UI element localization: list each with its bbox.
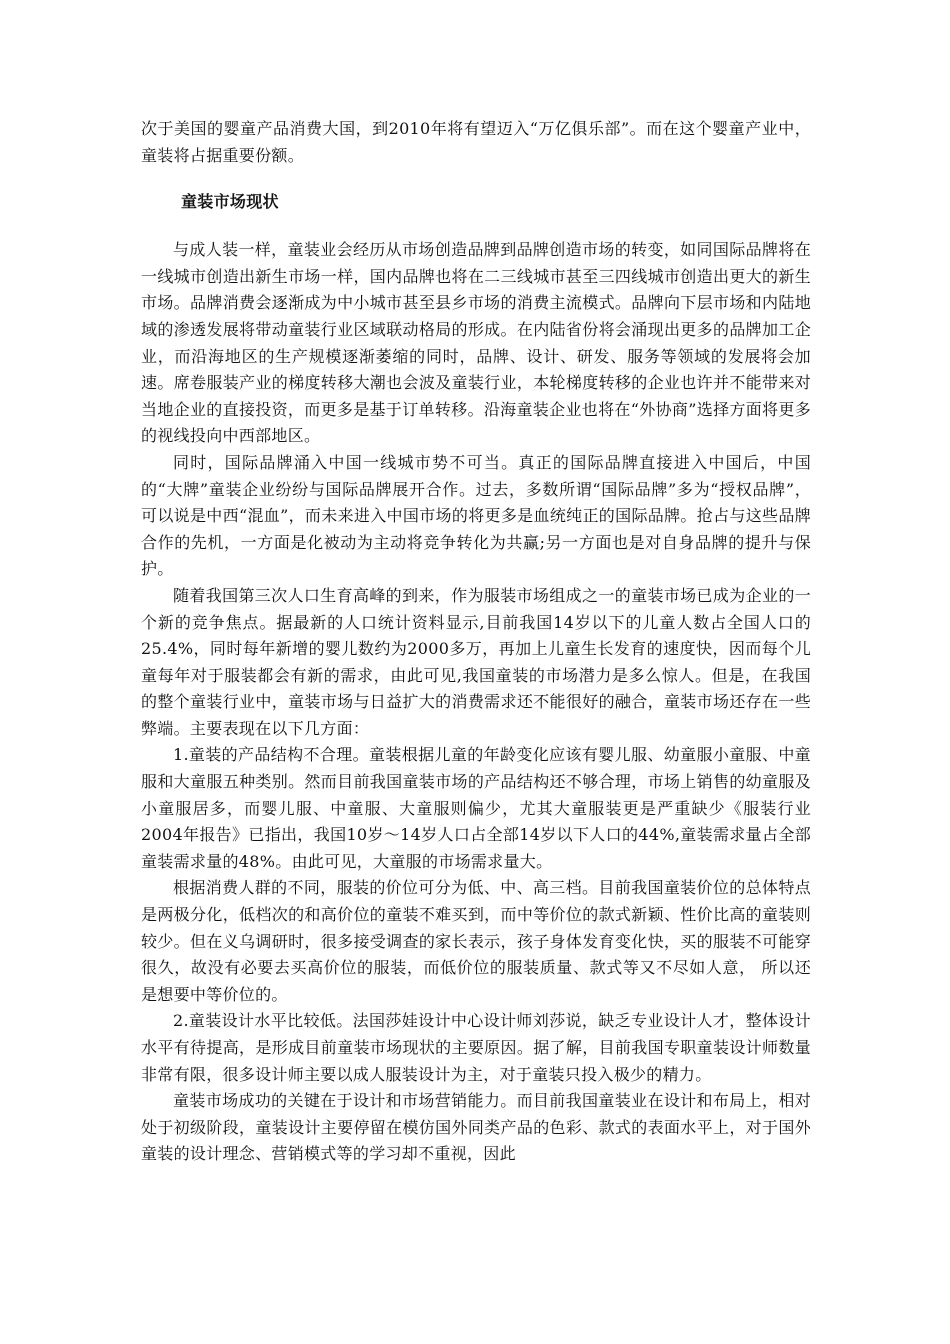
body-paragraph: 根据消费人群的不同，服装的价位可分为低、中、高三档。目前我国童装价位的总体特点是两极分化，低档次的和高价位的童装不难买到，而中等价位的款式新颖、性价比高的童装则较少。但在义乌调研时，很多接受调查的家长表示，孩子身体发育变化快，买的服装不可能穿很久，故没有必要去买高价位的服装，而低价位的服装质量、款式等又不尽如人意， 所以还是想要中等价位的。 [141, 878, 811, 1004]
list-item-paragraph: 2.童装设计水平比较低。法国莎娃设计中心设计师刘莎说，缺乏专业设计人才，整体设计水平有待提高，是形成目前童装市场现状的主要原因。据了解，目前我国专职童装设计师数量非常有限，很多设计师主要以成人服装设计为主，对于童装只投入极少的精力。 [141, 1011, 811, 1084]
body-paragraph: 童装市场成功的关键在于设计和市场营销能力。而目前我国童装业在设计和布局上，相对处于初级阶段，童装设计主要停留在模仿国外同类产品的色彩、款式的表面水平上，对于国外童装的设计理念、营销模式等的学习却不重视，因此 [141, 1091, 811, 1164]
list-item-paragraph: 1.童装的产品结构不合理。童装根据儿童的年龄变化应该有婴儿服、幼童服小童服、中童服和大童服五种类别。然而目前我国童装市场的产品结构还不够合理，市场上销售的幼童服及小童服居多，而婴儿服、中童服、大童服则偏少，尤其大童服装更是严重缺少《服装行业2004年报告》已指出，我国10岁～14岁人口占全部14岁以下人口的44%,童装需求量占全部童装需求量的48%。由此可见，大童服的市场需求量大。 [141, 745, 811, 871]
document-body [141, 116, 811, 1168]
body-paragraph: 随着我国第三次人口生育高峰的到来，作为服装市场组成之一的童装市场已成为企业的一个新的竞争焦点。据最新的人口统计资料显示,目前我国14岁以下的儿童人数占全国人口的25.4%，同时每年新增的婴儿数约为2000多万，再加上儿童生长发育的速度快，因而每个儿童每年对于服装都会有新的需求，由此可见,我国童装的市场潜力是多么惊人。但是，在我国的整个童装行业中，童装市场与日益扩大的消费需求还不能很好的融合，童装市场还存在一些弊端。主要表现在以下几方面： [141, 585, 811, 738]
body-paragraph: 同时，国际品牌涌入中国一线城市势不可当。真正的国际品牌直接进入中国后，中国的“大牌”童装企业纷纷与国际品牌展开合作。过去，多数所谓“国际品牌”多为“授权品牌”，可以说是中西“混血”，而未来进入中国市场的将更多是血统纯正的国际品牌。抢占与这些品牌合作的先机，一方面是化被动为主动将竞争转化为共赢;另一方面也是对自身品牌的提升与保护。 [141, 452, 811, 579]
section-title: 童装市场现状 [181, 192, 279, 212]
intro-paragraph: 次于美国的婴童产品消费大国，到2010年将有望迈入“万亿俱乐部”。而在这个婴童产业中，童装将占据重要份额。 [141, 119, 811, 165]
body-paragraph: 与成人装一样，童装业会经历从市场创造品牌到品牌创造市场的转变，如同国际品牌将在一线城市创造出新生市场一样，国内品牌也将在二三线城市甚至三四线城市创造出更大的新生市场。品牌消费会逐渐成为中小城市甚至县乡市场的消费主流模式。品牌向下层市场和内陆地域的渗透发展将带动童装行业区域联动格局的形成。在内陆省份将会涌现出更多的品牌加工企业，而沿海地区的生产规模逐渐萎缩的同时，品牌、设计、研发、服务等领域的发展将会加速。席卷服装产业的梯度转移大潮也会波及童装行业，本轮梯度转移的企业也许并不能带来对当地企业的直接投资，而更多是基于订单转移。沿海童装企业也将在“外协商”选择方面将更多的视线投向中西部地区。 [141, 240, 811, 446]
